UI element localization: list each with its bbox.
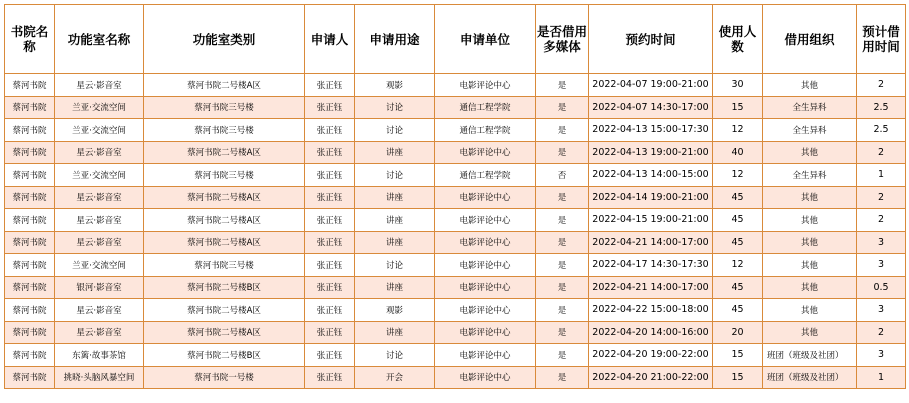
cell-room-name: 星云·影音室: [55, 74, 144, 97]
table-row: [5, 254, 906, 277]
cell-duration: 2.5: [857, 96, 906, 119]
cell-academy: 蔡河书院: [5, 231, 55, 254]
cell-multimedia: 是: [536, 366, 589, 389]
cell-organization: 其他: [763, 299, 857, 322]
cell-multimedia: 是: [536, 74, 589, 97]
cell-room-category: 蔡河书院二号楼A区: [144, 321, 305, 344]
cell-booking-time: 2022-04-22 15:00-18:00: [589, 299, 713, 322]
cell-room-name: 兰亚·交流空间: [55, 164, 144, 187]
cell-purpose: 观影: [355, 299, 435, 322]
cell-academy: 蔡河书院: [5, 164, 55, 187]
cell-headcount: 45: [713, 209, 763, 232]
cell-room-category: 蔡河书院二号楼A区: [144, 74, 305, 97]
cell-purpose: 讲座: [355, 276, 435, 299]
cell-multimedia: 是: [536, 96, 589, 119]
cell-academy: 蔡河书院: [5, 119, 55, 142]
cell-room-name: 东篱·故事茶馆: [55, 344, 144, 367]
cell-applicant: 张正钰: [305, 119, 355, 142]
cell-duration: 3: [857, 299, 906, 322]
header-duration: 预计借用时间: [857, 5, 906, 74]
table-row: [5, 164, 906, 187]
cell-unit: 电影评论中心: [435, 231, 536, 254]
cell-booking-time: 2022-04-21 14:00-17:00: [589, 231, 713, 254]
cell-applicant: 张正钰: [305, 231, 355, 254]
cell-booking-time: 2022-04-13 14:00-15:00: [589, 164, 713, 187]
table-row: [5, 321, 906, 344]
cell-organization: 班团（班级及社团）: [763, 344, 857, 367]
cell-headcount: 45: [713, 299, 763, 322]
cell-room-name: 银河·影音室: [55, 276, 144, 299]
table-row: [5, 186, 906, 209]
cell-duration: 2: [857, 209, 906, 232]
cell-duration: 2: [857, 74, 906, 97]
cell-unit: 电影评论中心: [435, 254, 536, 277]
cell-purpose: 讲座: [355, 186, 435, 209]
cell-applicant: 张正钰: [305, 209, 355, 232]
cell-duration: 3: [857, 231, 906, 254]
cell-room-category: 蔡河书院三号楼: [144, 164, 305, 187]
cell-room-name: 星云·影音室: [55, 141, 144, 164]
cell-multimedia: 否: [536, 164, 589, 187]
cell-applicant: 张正钰: [305, 254, 355, 277]
cell-purpose: 讲座: [355, 231, 435, 254]
table-row: [5, 299, 906, 322]
cell-headcount: 45: [713, 276, 763, 299]
cell-purpose: 讨论: [355, 119, 435, 142]
cell-booking-time: 2022-04-20 19:00-22:00: [589, 344, 713, 367]
cell-room-category: 蔡河书院三号楼: [144, 254, 305, 277]
cell-room-name: 挑晓·头脑风暴空间: [55, 366, 144, 389]
cell-academy: 蔡河书院: [5, 96, 55, 119]
cell-organization: 其他: [763, 141, 857, 164]
cell-duration: 1: [857, 366, 906, 389]
cell-room-category: 蔡河书院二号楼A区: [144, 299, 305, 322]
cell-academy: 蔡河书院: [5, 141, 55, 164]
table-row: [5, 96, 906, 119]
cell-room-name: 兰亚·交流空间: [55, 254, 144, 277]
table-row: [5, 366, 906, 389]
cell-applicant: 张正钰: [305, 344, 355, 367]
cell-room-name: 星云·影音室: [55, 321, 144, 344]
cell-purpose: 观影: [355, 74, 435, 97]
cell-multimedia: 是: [536, 321, 589, 344]
cell-multimedia: 是: [536, 186, 589, 209]
cell-headcount: 45: [713, 231, 763, 254]
cell-applicant: 张正钰: [305, 74, 355, 97]
cell-headcount: 15: [713, 366, 763, 389]
cell-purpose: 讲座: [355, 141, 435, 164]
table-row: [5, 74, 906, 97]
cell-purpose: 讲座: [355, 321, 435, 344]
cell-multimedia: 是: [536, 231, 589, 254]
cell-organization: 全生异科: [763, 164, 857, 187]
cell-room-name: 星云·影音室: [55, 231, 144, 254]
cell-room-name: 兰亚·交流空间: [55, 119, 144, 142]
cell-unit: 电影评论中心: [435, 299, 536, 322]
header-booking-time: 预约时间: [589, 5, 713, 74]
table-row: [5, 209, 906, 232]
cell-organization: 其他: [763, 254, 857, 277]
table-row: [5, 344, 906, 367]
cell-academy: 蔡河书院: [5, 74, 55, 97]
cell-organization: 其他: [763, 186, 857, 209]
cell-booking-time: 2022-04-07 19:00-21:00: [589, 74, 713, 97]
cell-applicant: 张正钰: [305, 366, 355, 389]
cell-room-category: 蔡河书院二号楼A区: [144, 231, 305, 254]
table-body: [5, 74, 906, 389]
cell-booking-time: 2022-04-21 14:00-17:00: [589, 276, 713, 299]
header-purpose: 申请用途: [355, 5, 435, 74]
cell-purpose: 讨论: [355, 164, 435, 187]
header-academy: 书院名称: [5, 5, 55, 74]
cell-room-category: 蔡河书院二号楼A区: [144, 141, 305, 164]
cell-room-category: 蔡河书院三号楼: [144, 96, 305, 119]
cell-academy: 蔡河书院: [5, 276, 55, 299]
cell-booking-time: 2022-04-13 19:00-21:00: [589, 141, 713, 164]
cell-academy: 蔡河书院: [5, 254, 55, 277]
cell-organization: 全生异科: [763, 119, 857, 142]
cell-multimedia: 是: [536, 344, 589, 367]
cell-organization: 班团（班级及社团）: [763, 366, 857, 389]
cell-unit: 电影评论中心: [435, 321, 536, 344]
cell-headcount: 12: [713, 254, 763, 277]
cell-duration: 3: [857, 254, 906, 277]
cell-academy: 蔡河书院: [5, 344, 55, 367]
cell-organization: 其他: [763, 321, 857, 344]
cell-academy: 蔡河书院: [5, 209, 55, 232]
cell-duration: 3: [857, 344, 906, 367]
cell-academy: 蔡河书院: [5, 299, 55, 322]
cell-applicant: 张正钰: [305, 186, 355, 209]
cell-applicant: 张正钰: [305, 299, 355, 322]
header-room-category: 功能室类别: [144, 5, 305, 74]
cell-purpose: 讨论: [355, 254, 435, 277]
cell-organization: 其他: [763, 276, 857, 299]
cell-booking-time: 2022-04-13 15:00-17:30: [589, 119, 713, 142]
booking-table: [4, 4, 906, 389]
header-organization: 借用组织: [763, 5, 857, 74]
table-row: [5, 231, 906, 254]
cell-headcount: 12: [713, 164, 763, 187]
cell-room-category: 蔡河书院二号楼A区: [144, 209, 305, 232]
cell-academy: 蔡河书院: [5, 321, 55, 344]
header-headcount: 使用人数: [713, 5, 763, 74]
cell-multimedia: 是: [536, 119, 589, 142]
header-applicant: 申请人: [305, 5, 355, 74]
cell-room-category: 蔡河书院二号楼A区: [144, 186, 305, 209]
cell-academy: 蔡河书院: [5, 186, 55, 209]
cell-purpose: 讨论: [355, 96, 435, 119]
cell-organization: 全生异科: [763, 96, 857, 119]
cell-organization: 其他: [763, 209, 857, 232]
cell-unit: 通信工程学院: [435, 164, 536, 187]
cell-duration: 2: [857, 321, 906, 344]
cell-applicant: 张正钰: [305, 276, 355, 299]
cell-headcount: 15: [713, 344, 763, 367]
cell-unit: 电影评论中心: [435, 141, 536, 164]
table-row: [5, 276, 906, 299]
cell-headcount: 45: [713, 186, 763, 209]
cell-unit: 电影评论中心: [435, 366, 536, 389]
cell-unit: 通信工程学院: [435, 119, 536, 142]
cell-applicant: 张正钰: [305, 164, 355, 187]
cell-unit: 通信工程学院: [435, 96, 536, 119]
cell-headcount: 12: [713, 119, 763, 142]
cell-headcount: 20: [713, 321, 763, 344]
header-unit: 申请单位: [435, 5, 536, 74]
cell-unit: 电影评论中心: [435, 344, 536, 367]
table-row: [5, 141, 906, 164]
cell-unit: 电影评论中心: [435, 186, 536, 209]
cell-multimedia: 是: [536, 141, 589, 164]
cell-room-name: 星云·影音室: [55, 299, 144, 322]
cell-organization: 其他: [763, 74, 857, 97]
cell-unit: 电影评论中心: [435, 276, 536, 299]
cell-unit: 电影评论中心: [435, 74, 536, 97]
cell-applicant: 张正钰: [305, 141, 355, 164]
cell-purpose: 开会: [355, 366, 435, 389]
cell-applicant: 张正钰: [305, 96, 355, 119]
cell-headcount: 30: [713, 74, 763, 97]
cell-applicant: 张正钰: [305, 321, 355, 344]
cell-room-category: 蔡河书院二号楼B区: [144, 276, 305, 299]
cell-headcount: 40: [713, 141, 763, 164]
cell-duration: 0.5: [857, 276, 906, 299]
header-room-name: 功能室名称: [55, 5, 144, 74]
cell-booking-time: 2022-04-17 14:30-17:30: [589, 254, 713, 277]
cell-multimedia: 是: [536, 254, 589, 277]
booking-table-wrapper: [4, 4, 905, 389]
cell-room-category: 蔡河书院二号楼B区: [144, 344, 305, 367]
cell-booking-time: 2022-04-07 14:30-17:00: [589, 96, 713, 119]
cell-room-category: 蔡河书院三号楼: [144, 119, 305, 142]
cell-duration: 1: [857, 164, 906, 187]
cell-organization: 其他: [763, 231, 857, 254]
cell-purpose: 讨论: [355, 344, 435, 367]
cell-booking-time: 2022-04-20 14:00-16:00: [589, 321, 713, 344]
cell-duration: 2.5: [857, 119, 906, 142]
cell-multimedia: 是: [536, 276, 589, 299]
cell-academy: 蔡河书院: [5, 366, 55, 389]
table-row: [5, 119, 906, 142]
cell-room-name: 星云·影音室: [55, 209, 144, 232]
cell-room-name: 星云·影音室: [55, 186, 144, 209]
cell-duration: 2: [857, 141, 906, 164]
cell-booking-time: 2022-04-15 19:00-21:00: [589, 209, 713, 232]
cell-booking-time: 2022-04-14 19:00-21:00: [589, 186, 713, 209]
cell-purpose: 讲座: [355, 209, 435, 232]
cell-multimedia: 是: [536, 209, 589, 232]
cell-unit: 电影评论中心: [435, 209, 536, 232]
header-row: [5, 5, 906, 74]
cell-room-name: 兰亚·交流空间: [55, 96, 144, 119]
cell-booking-time: 2022-04-20 21:00-22:00: [589, 366, 713, 389]
header-multimedia: 是否借用多媒体: [536, 5, 589, 74]
cell-multimedia: 是: [536, 299, 589, 322]
cell-room-category: 蔡河书院一号楼: [144, 366, 305, 389]
cell-duration: 2: [857, 186, 906, 209]
cell-headcount: 15: [713, 96, 763, 119]
